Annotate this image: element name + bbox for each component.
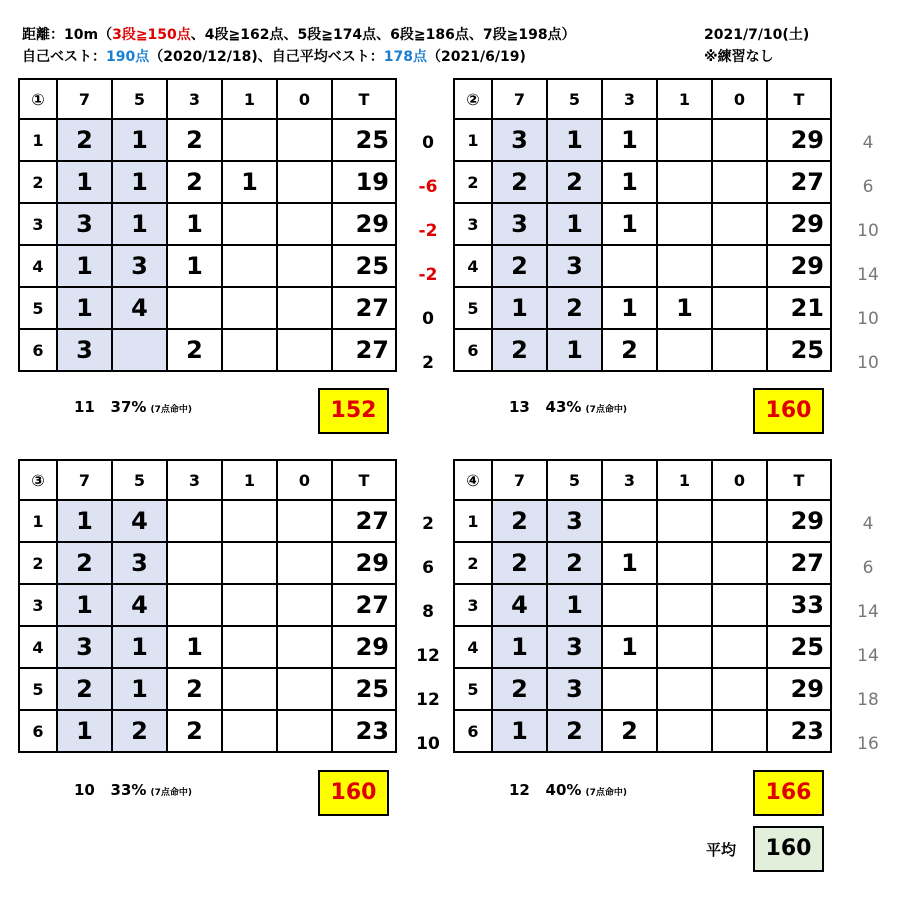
count-cell: 1 xyxy=(222,161,277,203)
shot-row xyxy=(454,329,831,371)
shot-row xyxy=(454,161,831,203)
scorecard-round-2 xyxy=(453,78,832,372)
count-cell: 4 xyxy=(112,287,167,329)
hit-count: 10 xyxy=(74,781,95,799)
count-cell: 1 xyxy=(492,710,547,752)
header-cell: 7 xyxy=(57,79,112,119)
cumulative-column-top xyxy=(848,121,888,385)
count-cell: 4 xyxy=(112,500,167,542)
count-cell xyxy=(712,329,767,371)
end-total-cell: 29 xyxy=(332,203,396,245)
count-cell: 1 xyxy=(112,119,167,161)
shot-row xyxy=(19,668,396,710)
count-cell: 2 xyxy=(547,710,602,752)
count-cell: 3 xyxy=(547,245,602,287)
header-cell: ① xyxy=(19,79,57,119)
count-cell xyxy=(657,668,712,710)
end-total-cell: 27 xyxy=(332,500,396,542)
count-cell: 1 xyxy=(112,203,167,245)
count-cell: 1 xyxy=(112,161,167,203)
diff-column-bottom xyxy=(414,502,442,766)
side-value: 14 xyxy=(857,265,879,285)
end-total-cell: 21 xyxy=(767,287,831,329)
end-total-cell: 25 xyxy=(332,668,396,710)
count-cell xyxy=(222,287,277,329)
count-cell xyxy=(657,542,712,584)
count-cell xyxy=(277,329,332,371)
count-cell: 2 xyxy=(492,500,547,542)
end-number-cell: 5 xyxy=(454,287,492,329)
count-cell xyxy=(602,668,657,710)
end-number-cell: 6 xyxy=(19,710,57,752)
count-cell: 2 xyxy=(492,245,547,287)
end-number-cell: 2 xyxy=(19,161,57,203)
hit-percent: 43% xyxy=(545,398,582,416)
side-value: 16 xyxy=(857,734,879,754)
count-cell: 1 xyxy=(547,329,602,371)
count-cell: 1 xyxy=(57,161,112,203)
end-total-cell: 27 xyxy=(767,542,831,584)
rank3-rule: 3段≧150点 xyxy=(112,27,191,43)
count-cell xyxy=(167,584,222,626)
end-number-cell: 3 xyxy=(19,203,57,245)
diff-column-top xyxy=(414,121,442,385)
count-cell: 4 xyxy=(112,584,167,626)
side-value: 10 xyxy=(857,309,879,329)
shot-row xyxy=(19,161,396,203)
end-total-cell: 27 xyxy=(332,287,396,329)
count-cell: 1 xyxy=(112,626,167,668)
count-cell: 2 xyxy=(167,668,222,710)
header-cell: 5 xyxy=(112,79,167,119)
side-value: 8 xyxy=(422,602,434,622)
end-total-cell: 25 xyxy=(767,329,831,371)
header-cell: 1 xyxy=(657,460,712,500)
side-value: 10 xyxy=(857,221,879,241)
count-cell: 1 xyxy=(602,203,657,245)
count-cell: 2 xyxy=(602,329,657,371)
header-cell: 1 xyxy=(222,79,277,119)
header-cell: 0 xyxy=(277,79,332,119)
best-mid: （2020/12/18)、自己平均ベスト： xyxy=(149,49,384,65)
shot-row xyxy=(19,119,396,161)
shot-row xyxy=(19,287,396,329)
average-value: 160 xyxy=(753,826,824,872)
count-cell xyxy=(222,710,277,752)
end-total-cell: 27 xyxy=(767,161,831,203)
count-cell xyxy=(712,542,767,584)
scorecard-round-1 xyxy=(18,78,397,372)
side-value: 14 xyxy=(857,646,879,666)
header-cell: ② xyxy=(454,79,492,119)
end-number-cell: 2 xyxy=(454,161,492,203)
end-number-cell: 1 xyxy=(19,500,57,542)
count-cell xyxy=(167,500,222,542)
side-value: 12 xyxy=(416,646,440,666)
end-number-cell: 1 xyxy=(454,500,492,542)
count-cell: 1 xyxy=(167,626,222,668)
count-cell: 2 xyxy=(167,119,222,161)
header-cell: T xyxy=(332,460,396,500)
count-cell xyxy=(277,119,332,161)
distance-rest: 、4段≧162点、5段≧174点、6段≧186点、7段≧198点） xyxy=(190,27,576,43)
count-cell xyxy=(712,245,767,287)
side-value: 10 xyxy=(857,353,879,373)
count-cell: 1 xyxy=(167,203,222,245)
stats-round-1 xyxy=(74,398,192,416)
count-cell xyxy=(657,245,712,287)
count-cell: 2 xyxy=(492,329,547,371)
end-total-cell: 25 xyxy=(332,245,396,287)
header-row xyxy=(454,460,831,500)
count-cell: 3 xyxy=(57,626,112,668)
count-cell: 1 xyxy=(492,626,547,668)
count-cell: 1 xyxy=(657,287,712,329)
count-cell xyxy=(657,119,712,161)
count-cell: 1 xyxy=(602,626,657,668)
header-row xyxy=(19,460,396,500)
count-cell xyxy=(712,203,767,245)
count-cell: 1 xyxy=(602,161,657,203)
count-cell xyxy=(167,287,222,329)
hit-percent: 40% xyxy=(545,781,582,799)
count-cell: 2 xyxy=(57,668,112,710)
count-cell xyxy=(222,119,277,161)
count-cell: 1 xyxy=(57,710,112,752)
count-cell xyxy=(222,203,277,245)
end-total-cell: 29 xyxy=(767,245,831,287)
side-value: -2 xyxy=(418,221,438,241)
cumulative-column-bottom xyxy=(848,502,888,766)
best-prefix: 自己ベスト： xyxy=(22,49,106,65)
count-cell xyxy=(222,500,277,542)
count-cell: 3 xyxy=(547,500,602,542)
count-cell xyxy=(712,668,767,710)
count-cell xyxy=(277,203,332,245)
end-number-cell: 6 xyxy=(19,329,57,371)
count-cell: 3 xyxy=(112,245,167,287)
count-cell xyxy=(167,542,222,584)
hit-count: 12 xyxy=(509,781,530,799)
end-number-cell: 2 xyxy=(454,542,492,584)
shot-row xyxy=(454,668,831,710)
count-cell: 3 xyxy=(57,329,112,371)
count-cell xyxy=(602,500,657,542)
note: ※練習なし xyxy=(704,49,774,65)
header-cell: 5 xyxy=(547,460,602,500)
end-total-cell: 23 xyxy=(332,710,396,752)
header-cell: ③ xyxy=(19,460,57,500)
end-total-cell: 29 xyxy=(767,203,831,245)
count-cell xyxy=(222,245,277,287)
total-round-3: 160 xyxy=(318,770,389,816)
count-cell xyxy=(657,203,712,245)
side-value: 6 xyxy=(862,177,874,197)
end-total-cell: 29 xyxy=(767,119,831,161)
shot-row xyxy=(454,626,831,668)
hit-percent: 33% xyxy=(110,781,147,799)
header-cell: T xyxy=(332,79,396,119)
count-cell xyxy=(712,584,767,626)
header-row xyxy=(454,79,831,119)
shot-row xyxy=(454,710,831,752)
count-cell: 3 xyxy=(492,203,547,245)
end-total-cell: 25 xyxy=(767,626,831,668)
count-cell xyxy=(277,584,332,626)
total-round-4: 166 xyxy=(753,770,824,816)
header-cell: 1 xyxy=(657,79,712,119)
count-cell xyxy=(712,161,767,203)
count-cell xyxy=(712,287,767,329)
count-cell: 2 xyxy=(167,161,222,203)
count-cell xyxy=(712,500,767,542)
stats-round-4 xyxy=(509,781,627,799)
count-cell: 3 xyxy=(547,626,602,668)
count-cell xyxy=(277,626,332,668)
date: 2021/7/10(土) xyxy=(704,27,810,43)
end-number-cell: 4 xyxy=(19,245,57,287)
end-number-cell: 4 xyxy=(19,626,57,668)
count-cell xyxy=(222,584,277,626)
count-cell: 1 xyxy=(547,119,602,161)
count-cell: 1 xyxy=(57,500,112,542)
header-cell: 7 xyxy=(57,460,112,500)
end-total-cell: 27 xyxy=(332,329,396,371)
count-cell: 1 xyxy=(57,245,112,287)
header-cell: 5 xyxy=(547,79,602,119)
shot-row xyxy=(454,287,831,329)
count-cell: 4 xyxy=(492,584,547,626)
shot-row xyxy=(454,203,831,245)
count-cell: 2 xyxy=(112,710,167,752)
side-value: 18 xyxy=(857,690,879,710)
side-value: 6 xyxy=(862,558,874,578)
header-cell: 7 xyxy=(492,460,547,500)
count-cell: 1 xyxy=(57,287,112,329)
count-cell: 2 xyxy=(492,668,547,710)
count-cell xyxy=(657,500,712,542)
count-cell xyxy=(277,710,332,752)
count-cell xyxy=(277,245,332,287)
count-cell: 3 xyxy=(112,542,167,584)
hit-note: (7点命中) xyxy=(150,788,192,798)
count-cell xyxy=(277,500,332,542)
shot-row xyxy=(454,542,831,584)
shot-row xyxy=(19,584,396,626)
hit-note: (7点命中) xyxy=(585,788,627,798)
end-number-cell: 1 xyxy=(454,119,492,161)
count-cell: 3 xyxy=(57,203,112,245)
end-total-cell: 33 xyxy=(767,584,831,626)
average-label: 平均 xyxy=(706,841,737,859)
count-cell xyxy=(657,710,712,752)
end-number-cell: 5 xyxy=(19,287,57,329)
scorecard-round-3 xyxy=(18,459,397,753)
header-row xyxy=(19,79,396,119)
count-cell xyxy=(222,329,277,371)
scorecard-round-4 xyxy=(453,459,832,753)
count-cell: 1 xyxy=(547,203,602,245)
end-total-cell: 29 xyxy=(332,626,396,668)
header-cell: 3 xyxy=(167,79,222,119)
hit-count: 11 xyxy=(74,398,95,416)
count-cell xyxy=(222,542,277,584)
count-cell xyxy=(657,161,712,203)
shot-row xyxy=(454,584,831,626)
header-cell: T xyxy=(767,79,831,119)
count-cell xyxy=(277,668,332,710)
distance-prefix: 距離：10m（ xyxy=(22,27,113,43)
count-cell: 3 xyxy=(547,668,602,710)
header-cell: 0 xyxy=(277,460,332,500)
end-number-cell: 3 xyxy=(454,584,492,626)
shot-row xyxy=(19,329,396,371)
stats-round-3 xyxy=(74,781,192,799)
end-number-cell: 3 xyxy=(19,584,57,626)
header-cell: 3 xyxy=(167,460,222,500)
count-cell: 2 xyxy=(57,542,112,584)
count-cell: 1 xyxy=(547,584,602,626)
side-value: 2 xyxy=(422,514,434,534)
hit-count: 13 xyxy=(509,398,530,416)
best-score: 190点 xyxy=(106,49,150,65)
count-cell xyxy=(277,287,332,329)
count-cell xyxy=(277,161,332,203)
end-number-cell: 6 xyxy=(454,710,492,752)
count-cell xyxy=(222,668,277,710)
header-cell: 7 xyxy=(492,79,547,119)
shot-row xyxy=(19,203,396,245)
shot-row xyxy=(454,245,831,287)
count-cell: 2 xyxy=(492,542,547,584)
count-cell: 1 xyxy=(112,668,167,710)
hit-note: (7点命中) xyxy=(150,405,192,415)
count-cell: 2 xyxy=(602,710,657,752)
shot-row xyxy=(19,710,396,752)
end-number-cell: 1 xyxy=(19,119,57,161)
count-cell: 2 xyxy=(547,287,602,329)
side-value: 6 xyxy=(422,558,434,578)
header-cell: 5 xyxy=(112,460,167,500)
count-cell xyxy=(277,542,332,584)
hit-note: (7点命中) xyxy=(585,405,627,415)
end-total-cell: 29 xyxy=(332,542,396,584)
avg-best-suffix: （2021/6/19) xyxy=(427,49,526,65)
end-number-cell: 6 xyxy=(454,329,492,371)
count-cell: 2 xyxy=(57,119,112,161)
count-cell: 3 xyxy=(492,119,547,161)
end-number-cell: 5 xyxy=(454,668,492,710)
side-value: 0 xyxy=(422,309,434,329)
count-cell: 1 xyxy=(57,584,112,626)
shot-row xyxy=(19,542,396,584)
count-cell xyxy=(222,626,277,668)
end-number-cell: 4 xyxy=(454,626,492,668)
end-number-cell: 4 xyxy=(454,245,492,287)
end-total-cell: 25 xyxy=(332,119,396,161)
header-cell: 1 xyxy=(222,460,277,500)
count-cell xyxy=(657,626,712,668)
count-cell: 2 xyxy=(547,542,602,584)
hit-percent: 37% xyxy=(110,398,147,416)
total-round-1: 152 xyxy=(318,388,389,434)
personal-best xyxy=(22,46,526,66)
side-value: 0 xyxy=(422,133,434,153)
end-total-cell: 19 xyxy=(332,161,396,203)
count-cell xyxy=(602,584,657,626)
side-value: -6 xyxy=(418,177,438,197)
side-value: -2 xyxy=(418,265,438,285)
header-cell: ④ xyxy=(454,460,492,500)
shot-row xyxy=(19,626,396,668)
count-cell: 1 xyxy=(602,542,657,584)
count-cell: 2 xyxy=(492,161,547,203)
avg-best-score: 178点 xyxy=(383,49,428,65)
total-round-2: 160 xyxy=(753,388,824,434)
end-total-cell: 23 xyxy=(767,710,831,752)
count-cell xyxy=(657,584,712,626)
header-cell: 3 xyxy=(602,460,657,500)
shot-row xyxy=(454,119,831,161)
header-cell: T xyxy=(767,460,831,500)
end-number-cell: 3 xyxy=(454,203,492,245)
header-cell: 0 xyxy=(712,79,767,119)
count-cell: 1 xyxy=(492,287,547,329)
end-number-cell: 5 xyxy=(19,668,57,710)
distance-rules xyxy=(22,24,576,44)
count-cell: 2 xyxy=(547,161,602,203)
end-total-cell: 29 xyxy=(767,668,831,710)
end-number-cell: 2 xyxy=(19,542,57,584)
count-cell xyxy=(712,119,767,161)
stats-round-2 xyxy=(509,398,627,416)
header-cell: 3 xyxy=(602,79,657,119)
header-cell: 0 xyxy=(712,460,767,500)
count-cell xyxy=(712,626,767,668)
shot-row xyxy=(454,500,831,542)
count-cell: 1 xyxy=(602,287,657,329)
count-cell xyxy=(602,245,657,287)
count-cell: 1 xyxy=(167,245,222,287)
side-value: 12 xyxy=(416,690,440,710)
count-cell: 1 xyxy=(602,119,657,161)
side-value: 14 xyxy=(857,602,879,622)
count-cell: 2 xyxy=(167,710,222,752)
count-cell xyxy=(712,710,767,752)
shot-row xyxy=(19,500,396,542)
side-value: 10 xyxy=(416,734,440,754)
count-cell: 2 xyxy=(167,329,222,371)
side-value: 4 xyxy=(862,514,874,534)
side-value: 4 xyxy=(862,133,874,153)
shot-row xyxy=(19,245,396,287)
count-cell xyxy=(112,329,167,371)
side-value: 2 xyxy=(422,353,434,373)
end-total-cell: 29 xyxy=(767,500,831,542)
count-cell xyxy=(657,329,712,371)
end-total-cell: 27 xyxy=(332,584,396,626)
